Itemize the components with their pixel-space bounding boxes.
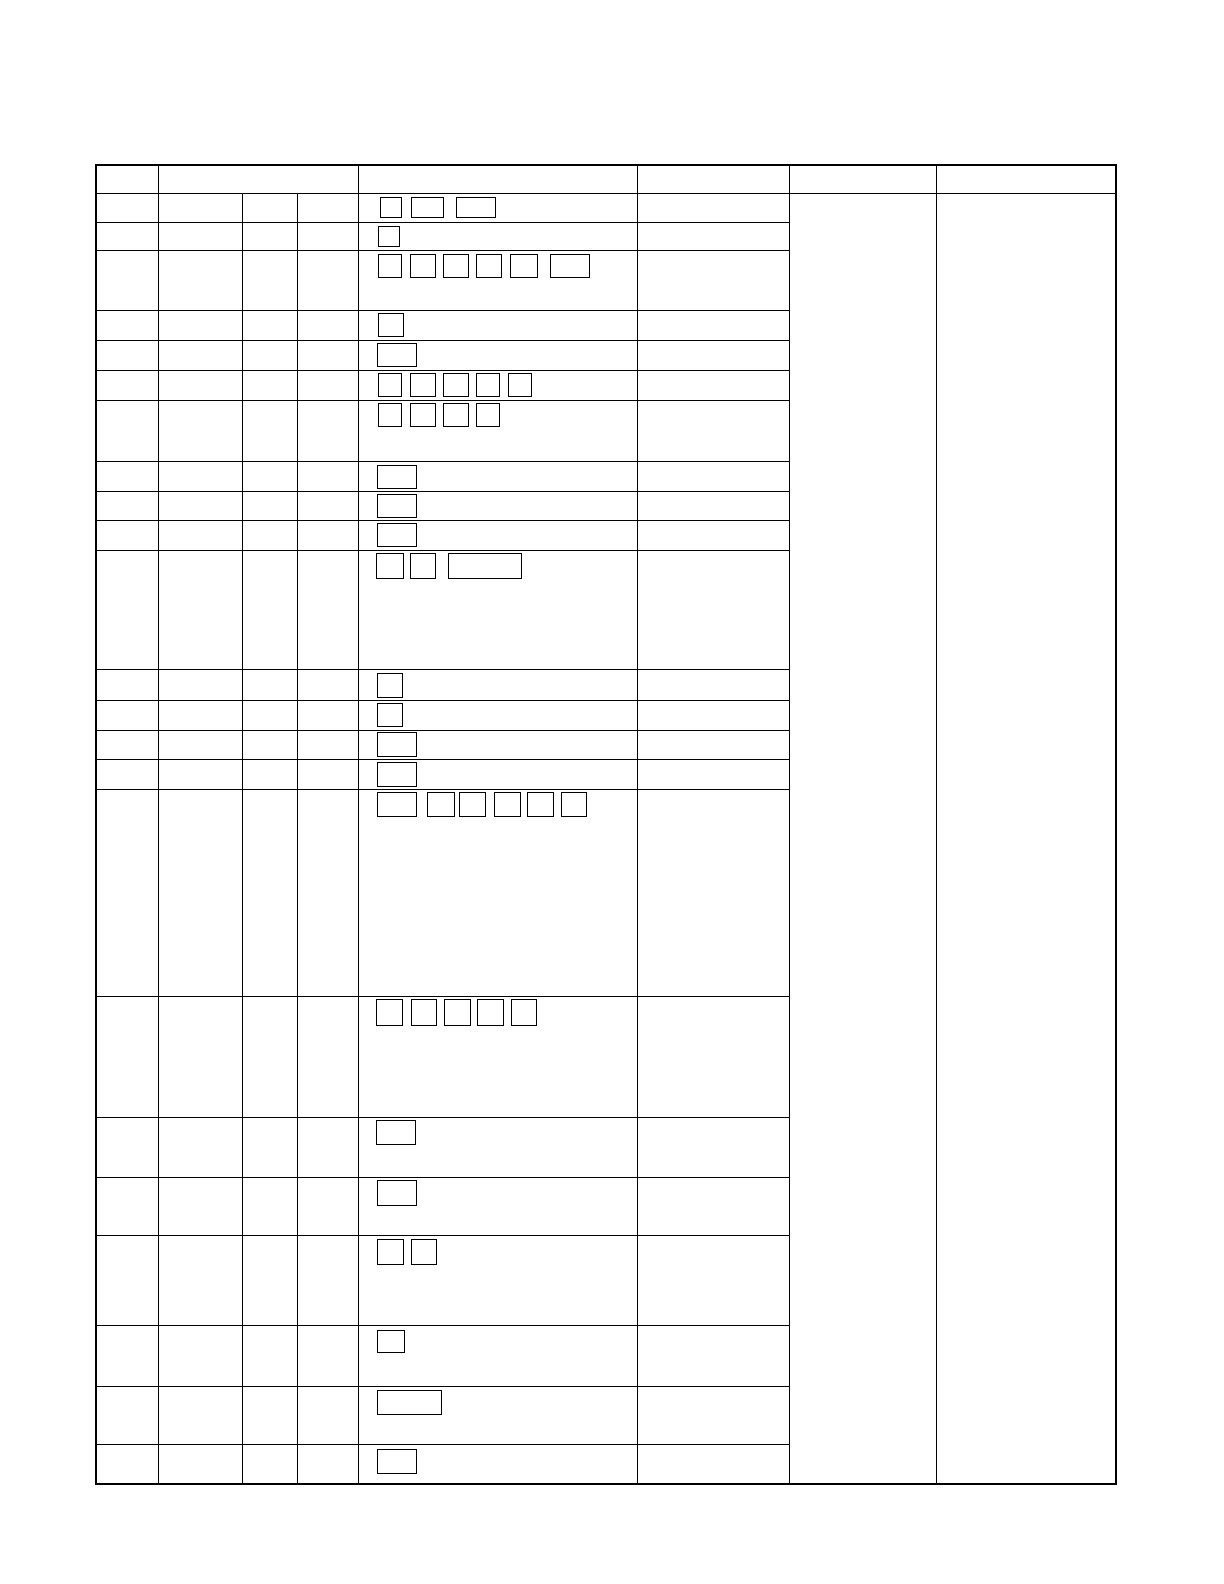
row-divider-6 [95, 400, 789, 401]
row-divider-1 [95, 222, 789, 223]
key-box-29 [377, 703, 403, 727]
key-box-36 [527, 792, 554, 817]
key-box-38 [376, 999, 403, 1026]
key-box-21 [476, 403, 500, 427]
key-box-17 [508, 373, 532, 397]
key-box-27 [448, 553, 522, 579]
row-divider-14 [95, 759, 789, 760]
column-divider-3 [637, 164, 638, 1485]
key-box-31 [377, 762, 417, 787]
key-box-45 [377, 1239, 404, 1265]
column-divider-1 [158, 164, 159, 1485]
key-box-46 [411, 1239, 437, 1265]
row-divider-17 [95, 1117, 789, 1118]
row-divider-20 [95, 1325, 789, 1326]
row-divider-2 [95, 250, 789, 251]
key-box-42 [511, 999, 537, 1026]
row-divider-19 [95, 1235, 789, 1236]
key-box-47 [377, 1330, 405, 1353]
table-frame [95, 164, 1117, 1485]
key-box-13 [378, 373, 402, 397]
key-box-1 [380, 197, 402, 218]
key-box-5 [378, 254, 402, 278]
row-divider-3 [95, 310, 789, 311]
key-box-9 [510, 254, 538, 278]
key-box-43 [376, 1120, 416, 1145]
key-box-15 [443, 373, 469, 397]
key-box-7 [443, 254, 469, 278]
key-box-44 [377, 1180, 417, 1206]
key-box-25 [376, 553, 404, 579]
key-box-48 [377, 1390, 442, 1415]
row-divider-12 [95, 700, 789, 701]
key-box-2 [411, 197, 444, 218]
key-box-10 [550, 254, 590, 278]
key-box-35 [494, 792, 521, 817]
key-box-41 [477, 999, 504, 1026]
row-divider-10 [95, 550, 789, 551]
key-box-49 [377, 1449, 417, 1474]
key-box-19 [410, 403, 436, 427]
key-box-6 [410, 254, 436, 278]
key-box-34 [459, 792, 486, 817]
subcolumn-divider-1 [242, 193, 243, 1485]
row-divider-4 [95, 340, 789, 341]
row-divider-21 [95, 1386, 789, 1387]
key-box-20 [443, 403, 469, 427]
row-divider-13 [95, 730, 789, 731]
row-divider-22 [95, 1444, 789, 1445]
row-divider-15 [95, 789, 789, 790]
row-divider-7 [95, 461, 789, 462]
key-box-26 [410, 553, 436, 579]
subcolumn-divider-2 [297, 193, 298, 1485]
column-divider-2 [358, 164, 359, 1485]
key-box-24 [377, 523, 417, 547]
header-row-divider [95, 193, 1117, 194]
row-divider-18 [95, 1177, 789, 1178]
row-divider-16 [95, 996, 789, 997]
key-box-3 [456, 197, 496, 218]
key-box-22 [377, 465, 417, 489]
key-box-4 [378, 226, 400, 247]
key-box-33 [427, 792, 455, 817]
key-box-16 [476, 373, 500, 397]
key-box-8 [476, 254, 502, 278]
key-box-39 [411, 999, 437, 1026]
key-box-30 [377, 732, 417, 757]
row-divider-9 [95, 520, 789, 521]
key-box-23 [377, 494, 417, 518]
column-divider-5 [936, 164, 937, 1485]
row-divider-5 [95, 370, 789, 371]
key-box-32 [377, 792, 417, 817]
key-box-28 [377, 673, 403, 698]
key-box-18 [378, 403, 402, 427]
key-box-14 [410, 373, 436, 397]
key-box-40 [444, 999, 471, 1026]
column-divider-4 [789, 164, 790, 1485]
key-box-11 [378, 313, 404, 337]
key-box-12 [377, 343, 417, 367]
row-divider-11 [95, 669, 789, 670]
row-divider-8 [95, 491, 789, 492]
key-box-37 [561, 792, 587, 817]
